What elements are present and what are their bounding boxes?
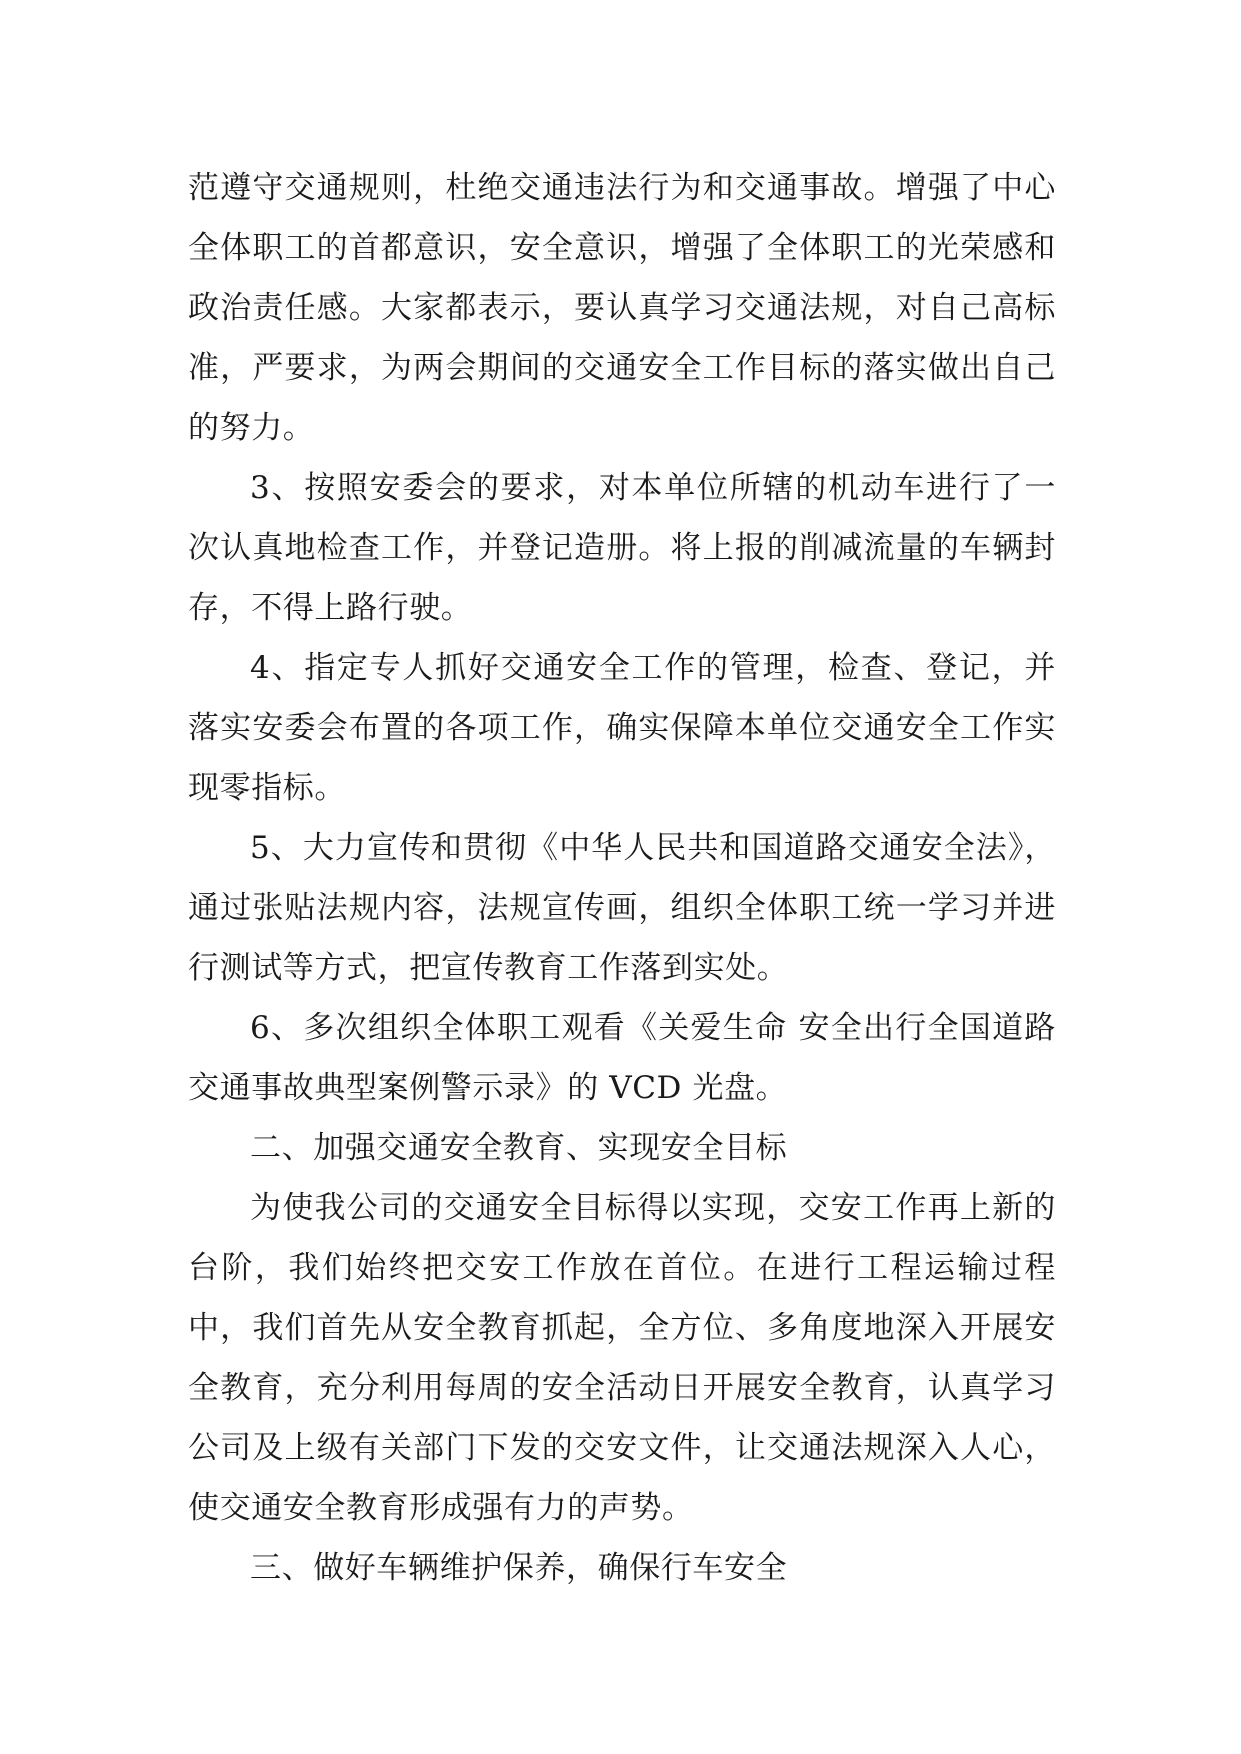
body-paragraph: 为使我公司的交通安全目标得以实现，交安工作再上新的台阶，我们始终把交安工作放在首位。在进行工程运输过程中，我们首先从安全教育抓起，全方位、多角度地深入开展安全教育，充分利用每周的安全活动日开展安全教育，认真学习公司及上级有关部门下发的交安文件，让交通法规深入人心，使交通安全教育形成强有力的声势。 [188, 1190, 1056, 1526]
list-item-5: 5、大力宣传和贯彻《中华人民共和国道路交通安全法》，通过张贴法规内容，法规宣传画，组织全体职工统一学习并进行测试等方式，把宣传教育工作落到实处。 [188, 830, 1056, 986]
list-item-4: 4、指定专人抓好交通安全工作的管理，检查、登记，并落实安委会布置的各项工作，确实保障本单位交通安全工作实现零指标。 [188, 650, 1056, 806]
section-heading-2: 二、加强交通安全教育、实现安全目标 [250, 1130, 788, 1166]
list-item-3: 3、按照安委会的要求，对本单位所辖的机动车进行了一次认真地检查工作，并登记造册。将上报的削减流量的车辆封存，不得上路行驶。 [188, 470, 1056, 626]
document-body [188, 158, 1056, 1598]
section-heading-3: 三、做好车辆维护保养，确保行车安全 [250, 1550, 788, 1586]
list-item-6: 6、多次组织全体职工观看《关爱生命 安全出行全国道路交通事故典型案例警示录》的 VCD 光盘。 [188, 1010, 1056, 1106]
paragraph-continuation: 范遵守交通规则，杜绝交通违法行为和交通事故。增强了中心全体职工的首都意识，安全意识，增强了全体职工的光荣感和政治责任感。大家都表示，要认真学习交通法规，对自己高标准，严要求，为两会期间的交通安全工作目标的落实做出自己的努力。 [188, 170, 1056, 446]
